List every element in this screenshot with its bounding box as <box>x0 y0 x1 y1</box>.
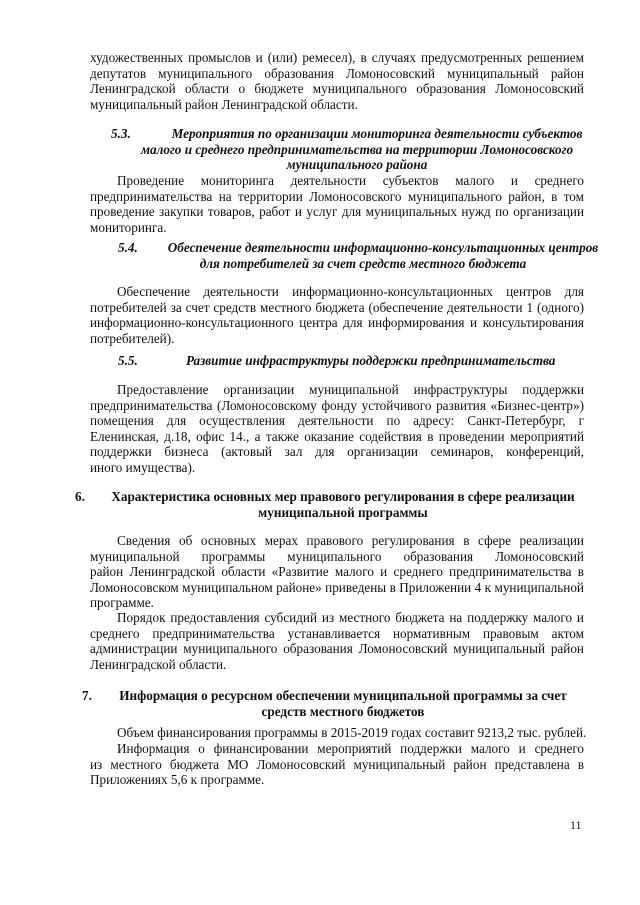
section-5-5-body <box>90 382 584 476</box>
heading-line: Характеристика основных мер правового регулирования в сфере реализации <box>111 489 575 504</box>
text-line: муниципальной программы муниципального образования Ломоносовский <box>90 548 584 564</box>
heading-line: муниципальной программы <box>258 504 428 520</box>
text-line: из местного бюджета МО Ломоносовский муниципальный район представлена в <box>90 756 584 772</box>
text-line: поддержки бизнеса (актовый зал для организации семинаров, конференций, <box>90 444 584 460</box>
text-line: район Ленинградской области «Развитие малого и среднего предпринимательства в <box>90 564 584 580</box>
section-6-paragraph-2 <box>90 610 584 672</box>
heading-line: муниципального района <box>286 157 428 173</box>
text-line: Еленинская, д.18, офис 14., а также оказание содействия в проведении мероприятий <box>90 428 584 444</box>
heading-line: Обеспечение деятельности информационно-консультационных центров <box>167 240 599 255</box>
section-7-number: 7. <box>82 688 92 703</box>
section-7-paragraph-2 <box>90 741 584 788</box>
text-line: потребителей за счет средств местного бюджета (обеспечение деятельности 1 (одного) <box>90 299 584 315</box>
text-line: предпринимательства (Ломоносовскому фонду устойчивого развития «Бизнес-центр») <box>90 397 584 413</box>
page-number: 11 <box>570 818 582 832</box>
section-5-3-body <box>90 173 584 235</box>
heading-line: малого и среднего предпринимательства на территории Ломоносовского <box>140 141 574 157</box>
section-5-3-number: 5.3. <box>111 126 131 141</box>
section-6-number: 6. <box>75 489 85 504</box>
heading-line: средств местного бюджетов <box>261 703 425 719</box>
section-7-title <box>102 688 584 719</box>
intro-paragraph <box>90 50 584 112</box>
text-line: потребителей). <box>90 330 175 346</box>
text-line: Ломоносовском муниципальном районе» приведены в Приложении 4 к муниципальной <box>90 579 584 595</box>
text-line: Предоставление организации муниципальной инфраструктуры поддержки <box>117 382 584 397</box>
text-line: Ленинградской области. <box>90 656 227 672</box>
text-line: предпринимательства на территории Ломоносовского муниципального район, в том <box>90 188 584 204</box>
text-line: иного имущества). <box>90 459 196 475</box>
text-line: Ленинградской области о бюджете муниципального образования Ломоносовский <box>90 81 584 97</box>
text-line: муниципальный район Ленинградской области. <box>90 96 358 112</box>
text-line: проведение закупки товаров, работ и услуг для муниципальных нужд по организации <box>90 204 584 220</box>
section-5-4-number: 5.4. <box>118 240 138 255</box>
text-line: мониторинга. <box>90 219 167 235</box>
section-5-4-body <box>90 284 584 346</box>
text-line: Обеспечение деятельности информационно-консультационных центров для <box>117 284 584 299</box>
text-line: художественных промыслов и (или) ремесел), в случаях предусмотренных решением <box>90 50 584 65</box>
text-line: депутатов муниципального образования Ломоносовский муниципальный район <box>90 65 584 81</box>
section-6-paragraph-1 <box>90 533 584 611</box>
heading-line: Информация о ресурсном обеспечении муниципальной программы за счет <box>119 688 567 703</box>
section-5-4-title <box>118 240 608 271</box>
text-line: Приложениях 5,6 к программе. <box>90 772 265 788</box>
section-7-paragraph-1 <box>90 725 587 741</box>
text-line: Объем финансирования программы в 2015-2019 годах составит 9213,2 тыс. рублей. <box>117 725 587 740</box>
text-line: Порядок предоставления субсидий из местного бюджета на поддержку малого и <box>117 610 584 625</box>
heading-line: для потребителей за счет средств местного бюджета <box>199 255 527 271</box>
text-line: среднего предпринимательства устанавливается нормативным правовым актом <box>90 625 584 641</box>
section-6-title <box>102 489 584 520</box>
section-5-5-number: 5.5. <box>118 353 138 368</box>
heading-line: Мероприятия по организации мониторинга деятельности субъектов <box>171 126 583 141</box>
text-line: администрации муниципального образования Ломоносовский муниципальный район <box>90 641 584 657</box>
text-line: Сведения об основных мерах правового регулирования в сфере реализации <box>117 533 584 548</box>
section-5-3-title <box>110 126 604 173</box>
text-line: программе. <box>90 595 154 611</box>
text-line: Информация о финансировании мероприятий поддержки малого и среднего <box>117 741 584 756</box>
text-line: информационно-консультационного центра для информирования и консультирования <box>90 315 584 331</box>
text-line: помещения для осуществления деятельности по адресу: Санкт-Петербург, г <box>90 413 584 429</box>
section-5-5-title: Развитие инфраструктуры поддержки предпринимательства <box>186 353 556 368</box>
text-line: Проведение мониторинга деятельности субъектов малого и среднего <box>117 173 584 188</box>
